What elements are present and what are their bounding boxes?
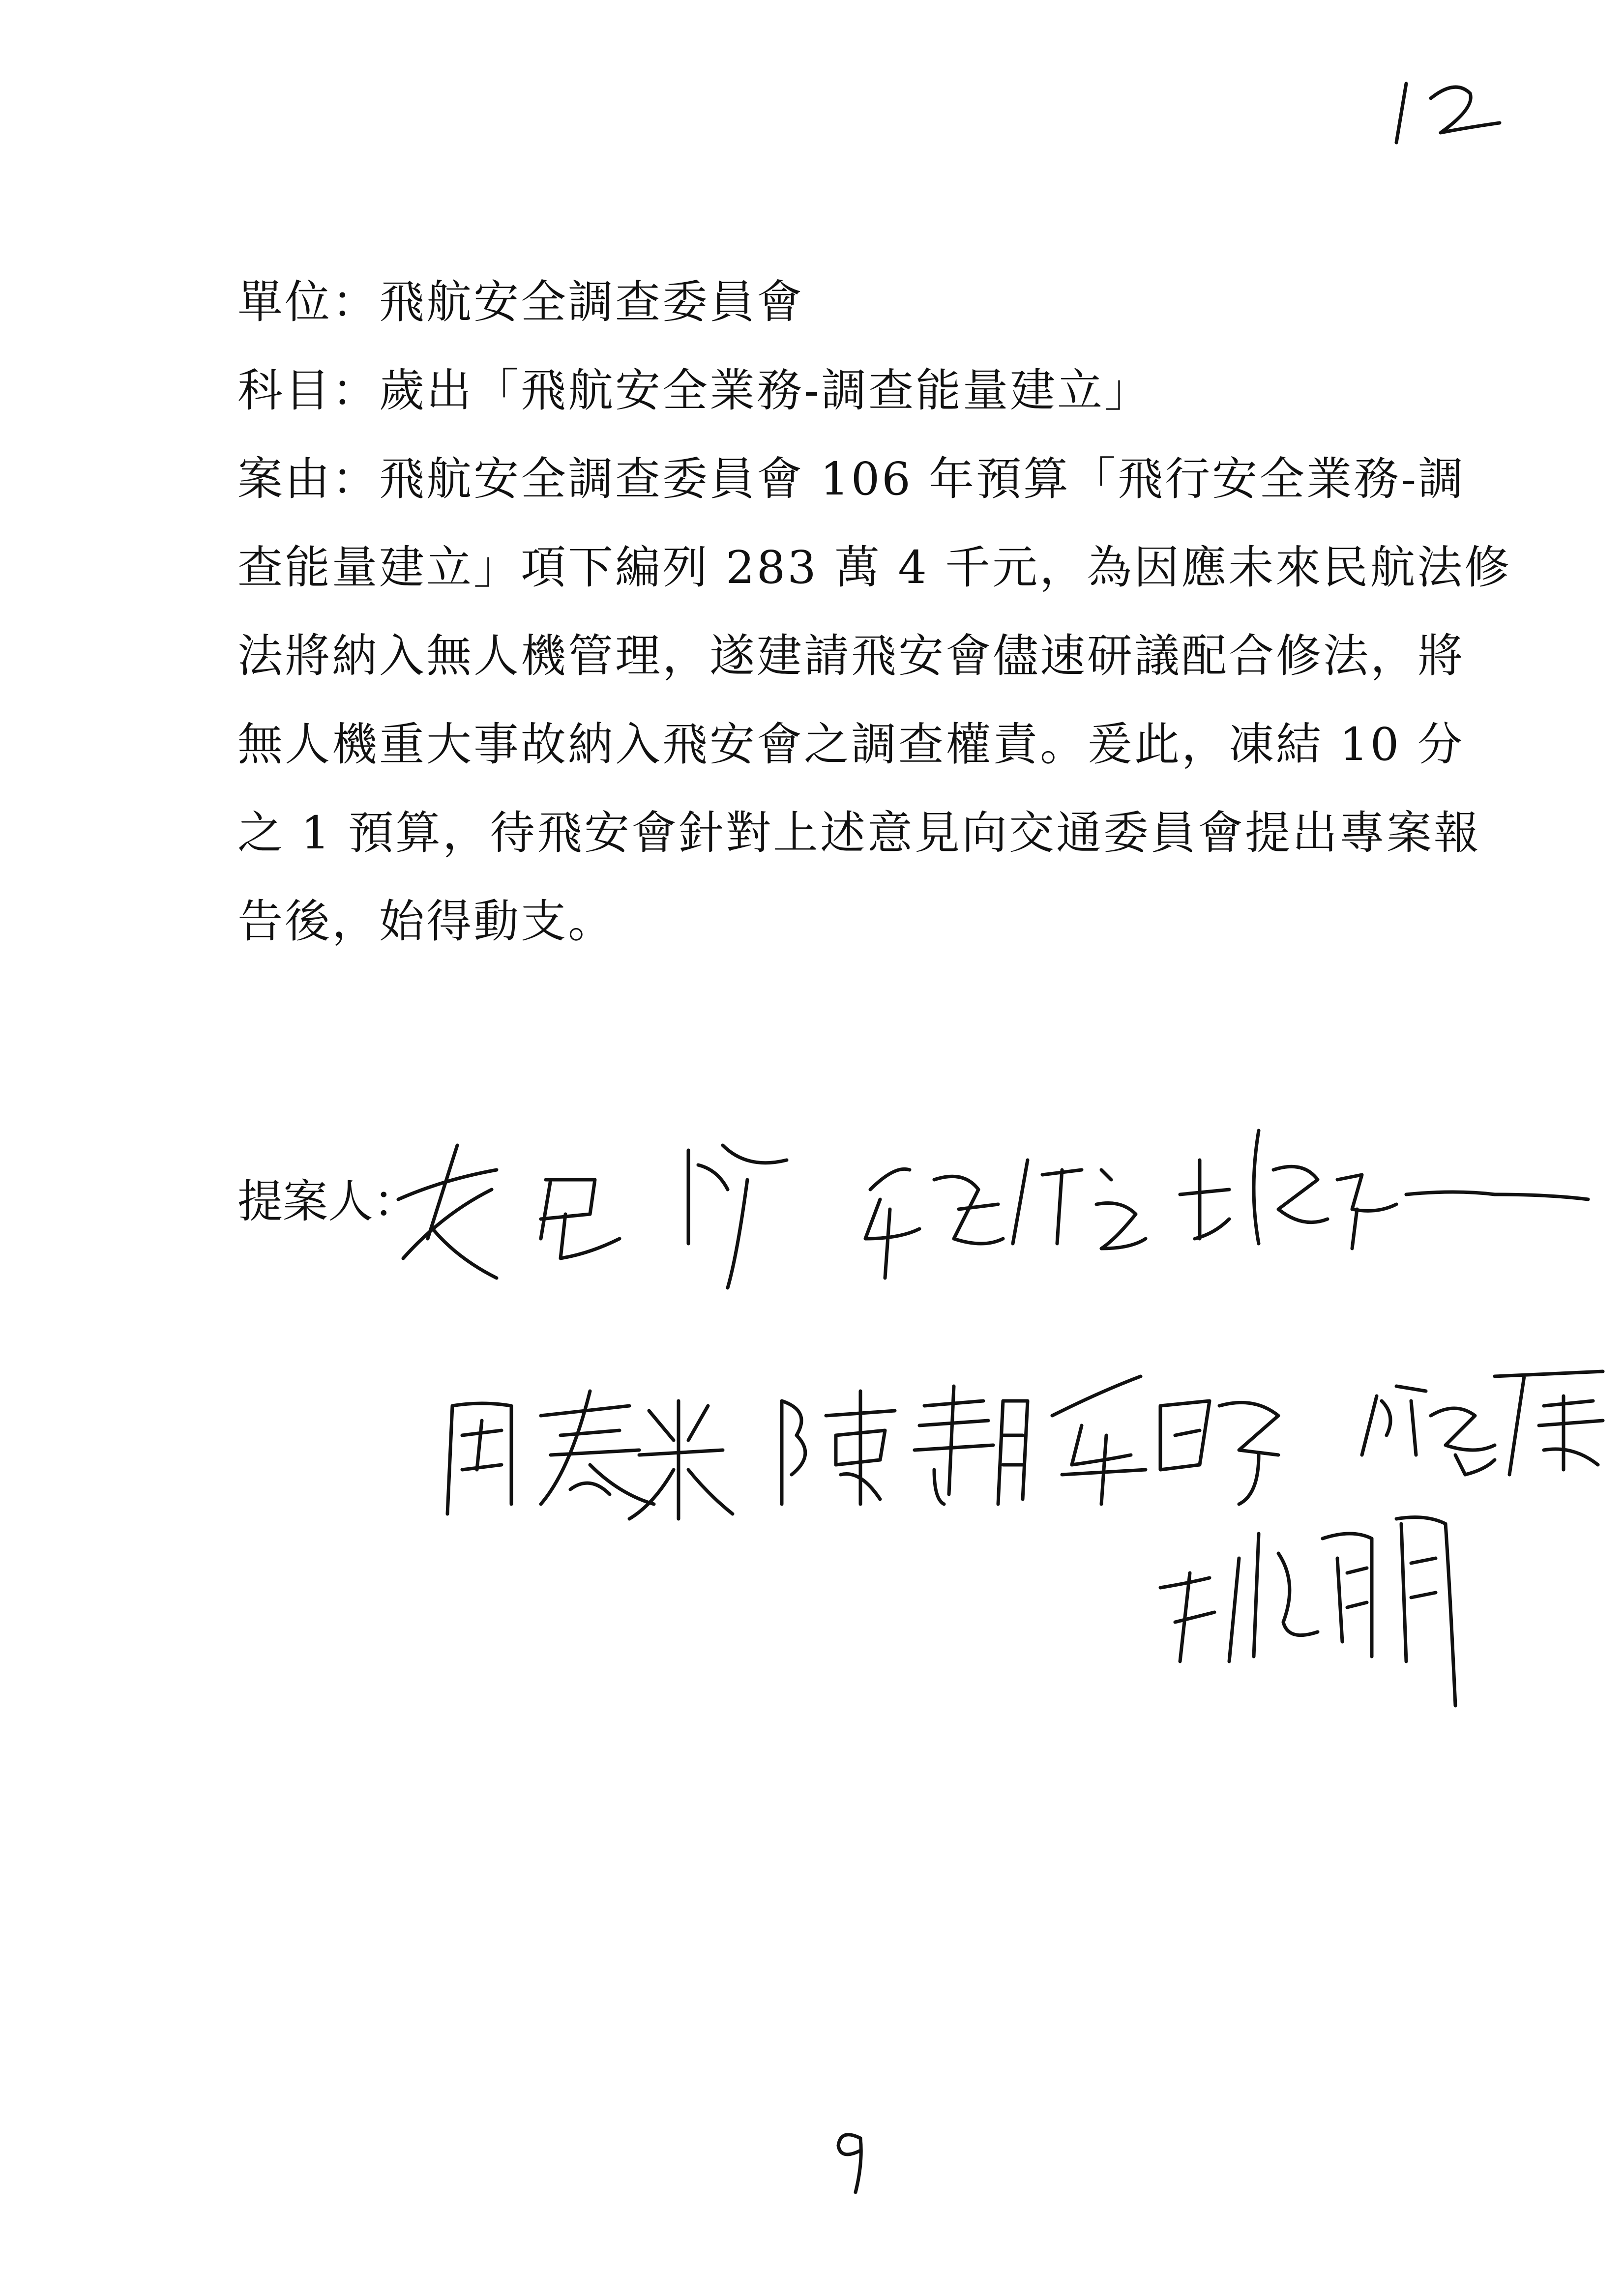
reason-line-2: 查能量建立」項下編列 283 萬 4 千元，為因應未來民航法修 <box>237 541 1512 594</box>
proposer-label: 提案人： <box>237 1175 419 1228</box>
signature-8 <box>1160 1517 1455 1706</box>
reason-line-6: 告後，始得動支。 <box>237 895 616 948</box>
reason-line-5: 之 1 預算，待飛安會針對上述意見向交通委員會提出專案報 <box>237 807 1481 859</box>
reason-line-3: 法將納入無人機管理，遂建請飛安會儘速研議配合修法，將 <box>237 630 1465 682</box>
signature-2 <box>865 1160 1146 1278</box>
signature-6 <box>1052 1376 1278 1504</box>
reason-line-1: 案由：飛航安全調查委員會 106 年預算「飛行安全業務-調 <box>237 453 1466 505</box>
signature-7 <box>1362 1371 1603 1475</box>
signature-5 <box>782 1386 1028 1504</box>
subject-line: 科目：歲出「飛航安全業務-調查能量建立」 <box>237 364 1152 417</box>
handwritten-page-number-bottom <box>831 2123 875 2202</box>
reason-line-4: 無人機重大事故納入飛安會之調查權責。爰此，凍結 10 分 <box>237 718 1465 771</box>
unit-line: 單位：飛航安全調查委員會 <box>237 276 804 328</box>
signature-1 <box>398 1145 787 1288</box>
signature-3 <box>1180 1131 1588 1249</box>
signature-4 <box>447 1391 733 1519</box>
